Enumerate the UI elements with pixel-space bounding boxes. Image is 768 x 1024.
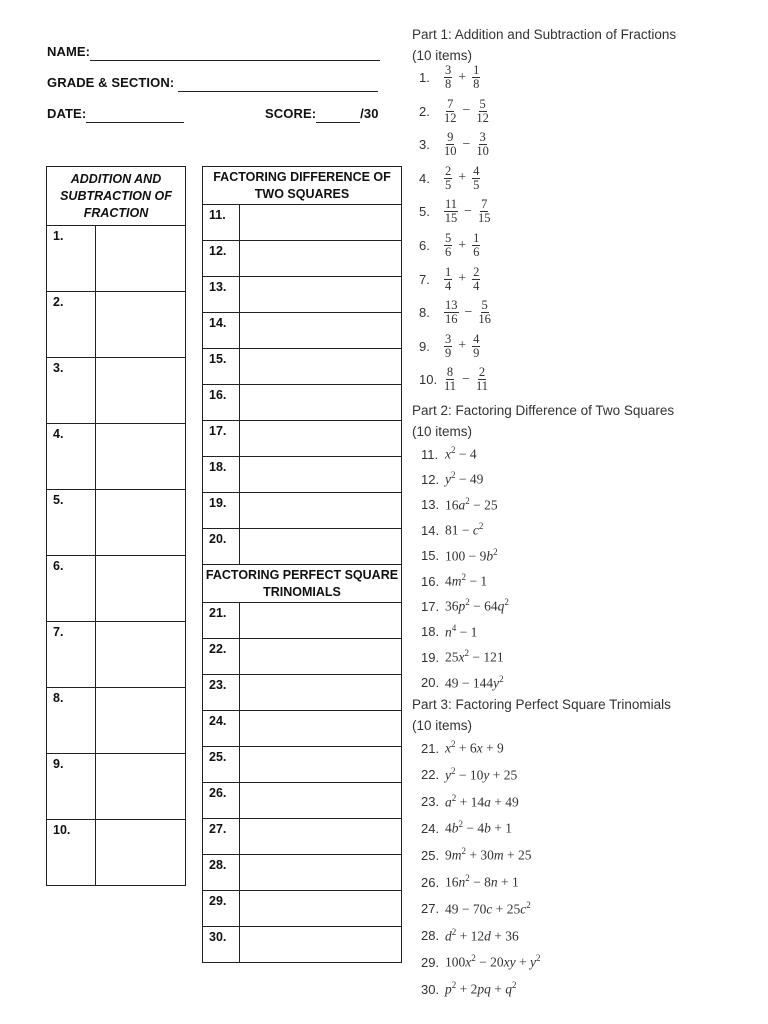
item-number: 22.	[421, 767, 440, 783]
table-row	[47, 688, 186, 754]
numerator: 8	[446, 365, 454, 380]
item-number: 12.	[203, 241, 240, 277]
polynomial-problem	[421, 980, 517, 998]
part-heading: Part 3: Factoring Perfect Square Trinomials	[412, 697, 671, 712]
table-row	[47, 292, 186, 358]
answer-cell[interactable]	[240, 493, 402, 529]
item-number: 24.	[203, 711, 240, 747]
expression: $16n^2 - 8n + 1$	[445, 873, 519, 890]
table-row	[203, 385, 402, 421]
answer-cell[interactable]	[240, 529, 402, 565]
table-row	[47, 490, 186, 556]
polynomial-problem	[421, 547, 498, 565]
table-row	[203, 205, 402, 241]
expression: $81 - c^2$	[445, 521, 484, 538]
polynomial-problem	[421, 766, 517, 784]
fraction	[472, 64, 480, 91]
item-number: 26.	[203, 783, 240, 819]
table-row	[203, 855, 402, 891]
polynomial-problem	[421, 623, 477, 641]
numerator: 1	[473, 231, 480, 245]
denominator: 4	[473, 278, 480, 293]
name-label: NAME:	[47, 44, 91, 59]
answer-cell[interactable]	[240, 675, 402, 711]
part2-title	[412, 400, 674, 442]
polynomial-problem	[421, 819, 512, 837]
fraction-problem	[419, 198, 493, 225]
date-line[interactable]	[86, 107, 184, 123]
numerator: 7	[447, 96, 454, 111]
table-row	[47, 820, 186, 886]
denominator: 5	[445, 177, 452, 192]
polynomial-problem	[421, 953, 541, 971]
item-number: 15.	[421, 548, 440, 564]
polynomial-problem	[421, 470, 483, 488]
answer-cell[interactable]	[240, 385, 402, 421]
numerator: 2	[445, 163, 452, 178]
denominator: 9	[445, 345, 452, 360]
polynomial-problem	[421, 597, 509, 615]
numerator: 5	[481, 298, 488, 313]
fraction	[444, 64, 452, 91]
denominator: 12	[476, 110, 489, 125]
part-heading: Part 2: Factoring Difference of Two Squares	[412, 403, 675, 418]
item-number: 2.	[47, 292, 96, 358]
polynomial-problem	[421, 927, 519, 945]
item-number: 5.	[419, 204, 430, 220]
operator: −	[462, 103, 471, 119]
item-number: 11.	[203, 205, 240, 241]
fraction-problem	[419, 333, 483, 360]
operator: −	[462, 136, 471, 152]
expression: $100x^2 - 20xy + y^2$	[445, 953, 541, 970]
item-number: 21.	[421, 740, 440, 756]
answer-cell[interactable]	[96, 622, 186, 688]
item-number: 3.	[47, 358, 96, 424]
item-number: 18.	[421, 624, 440, 640]
item-number: 19.	[421, 649, 440, 665]
denominator: 16	[445, 312, 458, 327]
item-number: 14.	[203, 313, 240, 349]
item-number: 1.	[419, 70, 430, 85]
expression: $y^2 - 10y + 25$	[445, 765, 518, 783]
expression: $x^2 - 4$	[445, 445, 477, 462]
numerator: 7	[481, 197, 488, 212]
item-number: 9.	[47, 754, 96, 820]
numerator: 3	[445, 63, 452, 77]
table-row	[47, 556, 186, 622]
answer-cell[interactable]	[240, 313, 402, 349]
table-row	[203, 819, 402, 855]
fraction-problem	[419, 64, 483, 91]
denominator: 11	[475, 379, 488, 394]
denominator: 8	[445, 77, 452, 91]
item-number: 13.	[203, 277, 240, 313]
answer-cell[interactable]	[240, 603, 402, 639]
expression: $4b^2 - 4b + 1$	[445, 819, 512, 836]
numerator: 1	[473, 63, 480, 77]
numerator: 5	[479, 96, 486, 111]
polynomial-problem	[421, 873, 519, 891]
fraction	[444, 165, 452, 192]
expression: $y^2 - 49$	[445, 470, 484, 487]
item-number: 3.	[419, 137, 430, 153]
denominator: 4	[445, 278, 452, 293]
fraction-problem	[419, 266, 483, 293]
part-subheading: (10 items)	[412, 718, 473, 733]
table-row	[203, 783, 402, 819]
name-field[interactable]	[47, 44, 380, 61]
table-row	[203, 711, 402, 747]
answer-cell[interactable]	[240, 349, 402, 385]
item-number: 8.	[419, 305, 430, 321]
item-number: 30.	[421, 981, 440, 997]
answer-cell[interactable]	[240, 819, 402, 855]
polynomial-problem	[421, 572, 487, 590]
item-number: 10.	[47, 820, 96, 886]
part-subheading: (10 items)	[412, 424, 473, 439]
item-number: 28.	[203, 855, 240, 891]
item-number: 11.	[421, 446, 439, 462]
item-number: 16.	[421, 573, 440, 589]
item-number: 9.	[419, 338, 430, 354]
answer-cell[interactable]	[240, 639, 402, 675]
answer-cell[interactable]	[240, 457, 402, 493]
numerator: 3	[479, 130, 486, 145]
item-number: 28.	[421, 928, 440, 944]
score-label: SCORE:	[265, 106, 317, 121]
table-row	[203, 241, 402, 277]
item-number: 25.	[203, 747, 240, 783]
table-row	[203, 675, 402, 711]
fraction	[478, 299, 491, 326]
fraction	[444, 333, 452, 360]
operator: −	[462, 371, 470, 387]
item-number: 20.	[421, 675, 440, 691]
answer-cell[interactable]	[240, 747, 402, 783]
expression: $a^2 + 14a + 49$	[445, 792, 519, 810]
numerator: 4	[473, 163, 480, 178]
answer-cell[interactable]	[96, 556, 186, 622]
fraction	[444, 299, 459, 326]
numerator: 3	[445, 331, 452, 346]
answer-cell[interactable]	[96, 688, 186, 754]
numerator: 5	[445, 231, 452, 245]
answer-cell[interactable]	[96, 424, 186, 490]
table-title: FACTORING DIFFERENCE OF TWO SQUARES	[203, 167, 402, 205]
fraction	[444, 366, 456, 393]
part-heading: Part 1: Addition and Subtraction of Fractions	[412, 27, 677, 42]
table-row	[203, 927, 402, 963]
answer-cell[interactable]	[96, 820, 186, 886]
operator: −	[464, 304, 473, 320]
polynomial-problem	[421, 900, 531, 918]
item-number: 6.	[47, 556, 96, 622]
table-title: FACTORING PERFECT SQUARE TRINOMIALS	[203, 565, 402, 603]
item-number: 25.	[421, 847, 440, 863]
part1-title	[412, 24, 676, 66]
denominator: 8	[473, 77, 480, 91]
expression: $d^2 + 12d + 36$	[445, 926, 519, 944]
item-number: 27.	[203, 819, 240, 855]
answer-table-fractions	[46, 166, 186, 886]
item-number: 29.	[421, 954, 440, 970]
expression: $25x^2 - 121$	[445, 648, 504, 665]
name-line[interactable]	[90, 45, 380, 61]
numerator: 11	[445, 197, 458, 212]
item-number: 10.	[419, 372, 438, 388]
fraction	[478, 198, 491, 225]
denominator: 10	[444, 144, 457, 159]
expression: $n^4 - 1$	[445, 622, 478, 640]
fraction	[444, 198, 458, 225]
denominator: 6	[473, 245, 480, 259]
answer-cell[interactable]	[96, 226, 186, 292]
fraction	[472, 333, 480, 360]
numerator: 13	[445, 298, 458, 313]
grade-section-line[interactable]	[178, 76, 378, 92]
operator: +	[458, 170, 467, 186]
denominator: 12	[444, 110, 457, 125]
operator: −	[464, 203, 472, 219]
grade-section-label: GRADE & SECTION:	[47, 75, 175, 90]
item-number: 1.	[47, 226, 96, 292]
fraction	[444, 266, 452, 293]
table-row	[203, 493, 402, 529]
answer-cell[interactable]	[240, 205, 402, 241]
item-number: 23.	[203, 675, 240, 711]
operator: +	[458, 271, 467, 287]
table-row	[203, 313, 402, 349]
item-number: 13.	[421, 497, 440, 513]
table-row	[203, 639, 402, 675]
operator: +	[458, 338, 467, 354]
item-number: 21.	[203, 603, 240, 639]
answer-cell[interactable]	[240, 855, 402, 891]
table-row	[47, 754, 186, 820]
item-number: 18.	[203, 457, 240, 493]
item-number: 7.	[47, 622, 96, 688]
expression: $4m^2 - 1$	[445, 572, 488, 589]
expression: $16a^2 - 25$	[445, 495, 498, 513]
answer-cell[interactable]	[240, 927, 402, 963]
item-number: 20.	[203, 529, 240, 565]
answer-cell[interactable]	[96, 754, 186, 820]
item-number: 4.	[419, 170, 430, 186]
item-number: 26.	[421, 874, 440, 890]
item-number: 7.	[419, 271, 430, 287]
fraction-problem	[419, 98, 492, 125]
table-row	[203, 421, 402, 457]
fraction	[476, 366, 488, 393]
fraction	[472, 165, 480, 192]
numerator: 4	[473, 331, 480, 346]
polynomial-problem	[421, 496, 498, 514]
operator: +	[458, 69, 467, 85]
denominator: 15	[444, 211, 458, 226]
date-field[interactable]	[47, 106, 184, 123]
expression: $36p^2 - 64q^2$	[445, 597, 509, 614]
polynomial-problem	[421, 648, 504, 666]
table-row	[203, 565, 402, 603]
fraction	[472, 266, 480, 293]
operator: +	[458, 237, 467, 253]
answer-cell[interactable]	[96, 490, 186, 556]
answer-cell[interactable]	[240, 277, 402, 313]
fraction-problem	[419, 366, 491, 393]
expression: $49 - 70c + 25c^2$	[445, 899, 531, 917]
expression: $100 - 9b^2$	[445, 546, 498, 564]
part-subheading: (10 items)	[412, 48, 473, 63]
answer-cell[interactable]	[240, 711, 402, 747]
item-number: 12.	[421, 471, 440, 487]
polynomial-problem	[421, 445, 477, 463]
item-number: 29.	[203, 891, 240, 927]
expression: $p^2 + 2pq + q^2$	[445, 980, 517, 997]
numerator: 1	[445, 264, 452, 279]
item-number: 15.	[203, 349, 240, 385]
answer-cell[interactable]	[240, 891, 402, 927]
denominator: 11	[444, 379, 457, 394]
item-number: 30.	[203, 927, 240, 963]
expression: $x^2 + 6x + 9$	[445, 739, 504, 756]
denominator: 6	[445, 245, 452, 259]
denominator: 9	[473, 345, 480, 360]
polynomial-problem	[421, 521, 483, 539]
grade-section-field[interactable]	[47, 75, 378, 92]
item-number: 5.	[47, 490, 96, 556]
answer-cell[interactable]	[240, 421, 402, 457]
table-row	[203, 457, 402, 493]
fraction-problem	[419, 165, 483, 192]
fraction	[444, 98, 457, 125]
answer-table-factoring	[202, 166, 402, 963]
denominator: 5	[473, 177, 480, 192]
denominator: 15	[477, 211, 491, 226]
score-field[interactable]	[265, 106, 379, 123]
item-number: 17.	[421, 598, 440, 614]
item-number: 2.	[419, 103, 430, 119]
item-number: 4.	[47, 424, 96, 490]
table-row	[47, 358, 186, 424]
item-number: 22.	[203, 639, 240, 675]
numerator: 2	[478, 365, 486, 380]
fraction	[444, 131, 457, 158]
table-row	[203, 277, 402, 313]
table-row	[203, 603, 402, 639]
fraction-problem	[419, 232, 483, 259]
table-row	[47, 226, 186, 292]
part3-title	[412, 694, 671, 736]
table-row	[47, 424, 186, 490]
item-number: 6.	[419, 238, 430, 253]
score-line[interactable]	[316, 107, 360, 123]
expression: $49 - 144y^2$	[445, 673, 504, 691]
polynomial-problem	[421, 846, 532, 864]
item-number: 23.	[421, 794, 440, 810]
polynomial-problem	[421, 739, 504, 757]
item-number: 19.	[203, 493, 240, 529]
answer-cell[interactable]	[96, 358, 186, 424]
table-row	[203, 891, 402, 927]
fraction	[476, 131, 489, 158]
table-row	[203, 747, 402, 783]
polynomial-problem	[421, 793, 519, 811]
numerator: 9	[447, 130, 454, 145]
polynomial-problem	[421, 674, 504, 692]
fraction	[472, 232, 480, 259]
table-title: ADDITION AND SUBTRACTION OF FRACTION	[47, 167, 186, 226]
fraction	[444, 232, 452, 259]
item-number: 24.	[421, 820, 440, 836]
table-row	[203, 349, 402, 385]
fraction	[476, 98, 489, 125]
item-number: 27.	[421, 901, 440, 917]
numerator: 2	[473, 264, 480, 279]
item-number: 8.	[47, 688, 96, 754]
answer-cell[interactable]	[240, 783, 402, 819]
fraction-problem	[419, 131, 492, 158]
denominator: 16	[478, 312, 491, 327]
item-number: 16.	[203, 385, 240, 421]
item-number: 17.	[203, 421, 240, 457]
date-label: DATE:	[47, 106, 87, 121]
table-row	[203, 529, 402, 565]
item-number: 14.	[421, 522, 440, 538]
answer-cell[interactable]	[96, 292, 186, 358]
expression: $9m^2 + 30m + 25$	[445, 846, 532, 863]
score-total: /30	[360, 106, 379, 121]
answer-cell[interactable]	[240, 241, 402, 277]
table-row	[47, 622, 186, 688]
fraction-problem	[419, 299, 494, 326]
denominator: 10	[476, 144, 489, 159]
